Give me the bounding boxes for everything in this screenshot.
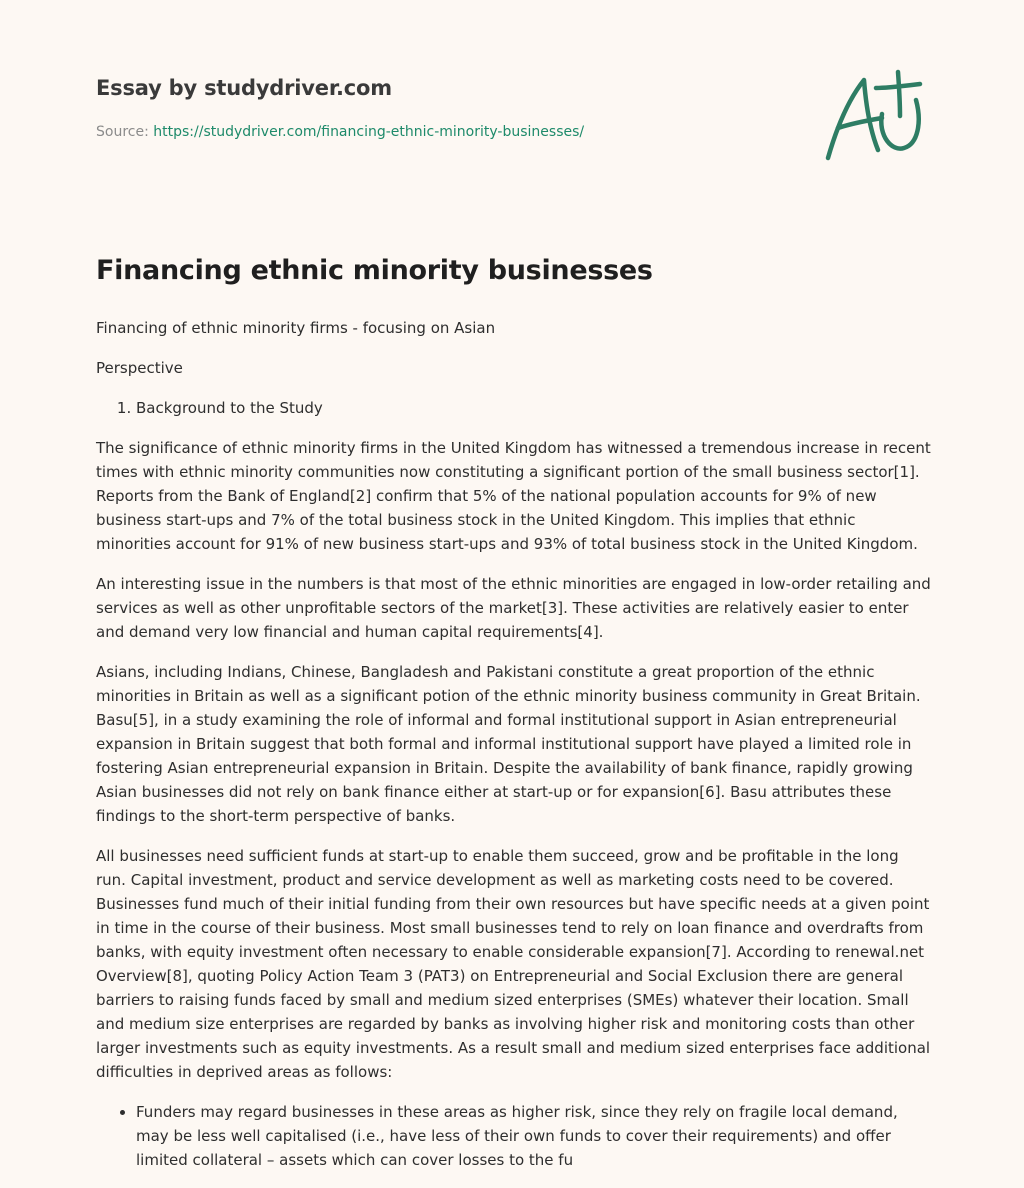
page-title: Financing ethnic minority businesses xyxy=(96,255,653,286)
paragraph: The significance of ethnic minority firms in the United Kingdom has witnessed a tremendous increase in recent times with ethnic minority communities now constituting a significant portion of the small business sector[1]. Reports from the Bank of England[2] confirm that 5% of the national population accounts for 9% of new business start-ups and 7% of the total business stock in the United Kingdom. This implies that ethnic minorities account for 91% of new business start-ups and 93% of total business stock in the United Kingdom. xyxy=(96,439,931,553)
list-item: 1. Background to the Study xyxy=(136,396,932,420)
source-line xyxy=(96,124,584,140)
site-header-title: Essay by studydriver.com xyxy=(96,76,392,100)
a-plus-logo-icon xyxy=(820,66,930,166)
paragraph: All businesses need sufficient funds at start-up to enable them succeed, grow and be profitable in the long run. Capital investment, product and service development as well as marketing costs need to be covered. Businesses fund much of their initial funding from their own resources but have specific needs at a given point in time in the course of their business. Most small businesses tend to rely on loan finance and overdrafts from banks, with equity investment often necessary to enable considerable expansion[7]. According to renewal.net Overview[8], quoting Policy Action Team 3 (PAT3) on Entrepreneurial and Social Exclusion there are general barriers to raising funds faced by small and medium sized enterprises (SMEs) whatever their location. Small and medium size enterprises are regarded by banks as involving higher risk and monitoring costs than other larger investments such as equity investments. As a result small and medium sized enterprises face additional difficulties in deprived areas as follows: xyxy=(96,847,931,1081)
paragraph: Asians, including Indians, Chinese, Bangladesh and Pakistani constitute a great proportion of the ethnic minorities in Britain as well as a significant potion of the ethnic minority business community in Great Britain. Basu[5], in a study examining the role of informal and formal institutional support in Asian entrepreneurial expansion in Britain suggest that both formal and informal institutional support have played a limited role in fostering Asian entrepreneurial expansion in Britain. Despite the availability of bank finance, rapidly growing Asian businesses did not rely on bank finance either at start-up or for expansion[6]. Basu attributes these findings to the short-term perspective of banks. xyxy=(96,663,921,825)
intro-line: Financing of ethnic minority firms - focusing on Asian xyxy=(96,319,496,337)
intro-line: Perspective xyxy=(96,359,183,377)
numbered-list xyxy=(96,396,932,420)
list-item: • Funders may regard businesses in these areas as higher risk, since they rely on fragile local demand, may be less well capitalised (i.e., have less of their own funds to cover their requirements) and offer limited collateral – assets which can cover losses to the fu xyxy=(136,1100,932,1172)
source-label: Source: xyxy=(96,124,149,140)
bullet-list xyxy=(96,1100,932,1172)
article-body xyxy=(96,316,932,1188)
source-link[interactable]: https://studydriver.com/financing-ethnic-minority-businesses/ xyxy=(153,124,585,140)
paragraph: An interesting issue in the numbers is that most of the ethnic minorities are engaged in low-order retailing and services as well as other unprofitable sectors of the market[3]. These activities are relatively easier to enter and demand very low financial and human capital requirements[4]. xyxy=(96,575,931,641)
